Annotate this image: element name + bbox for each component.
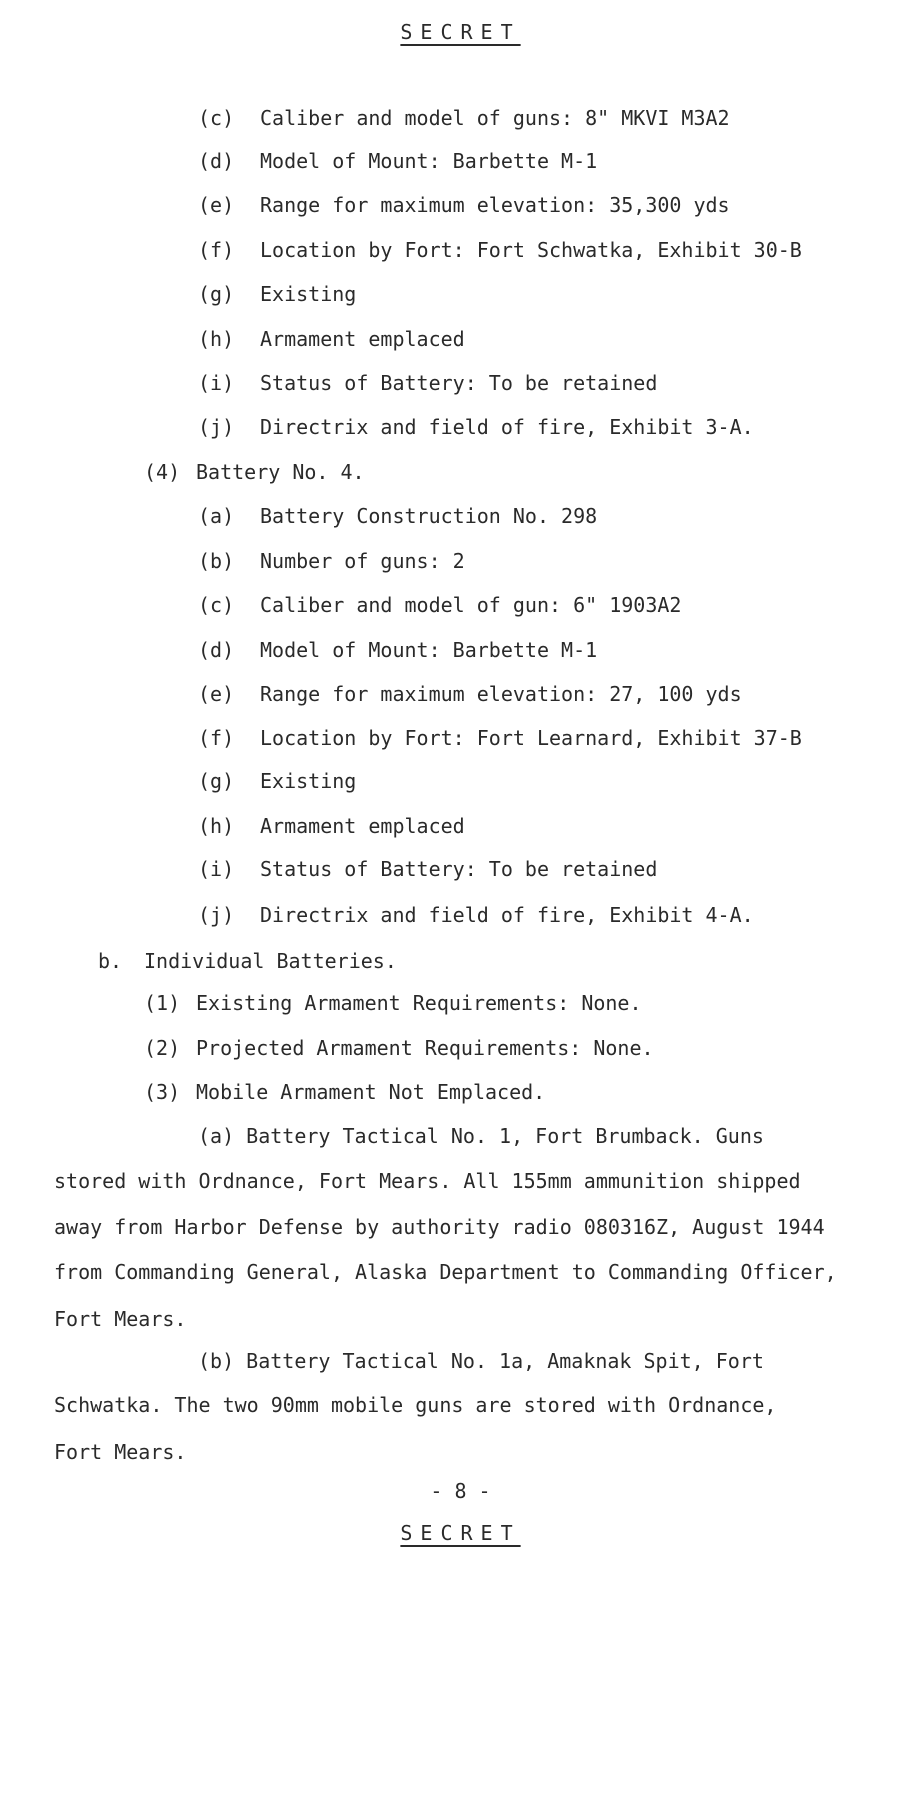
item-marker: (g) [198,769,235,793]
footer-classification: SECRET [400,1521,521,1545]
list-item [144,991,642,1015]
item-marker: (c) [198,593,235,617]
list-item [198,106,730,130]
list-item [198,193,730,217]
item-marker: (j) [198,415,235,439]
header-classification: SECRET [400,20,521,44]
item-marker: (e) [198,193,235,217]
page-number: - 8 - [430,1479,491,1503]
item-text: Existing [260,769,357,793]
list-item [198,504,597,528]
item-marker: (i) [198,857,235,881]
item-text: Caliber and model of gun: 6" 1903A2 [260,593,682,617]
list-item [198,238,802,262]
item-marker: (g) [198,282,235,306]
list-item [144,1080,545,1104]
list-item [198,593,681,617]
item-marker: (d) [198,149,235,173]
item-text: Model of Mount: Barbette M-1 [260,149,598,173]
item-text: Armament emplaced [260,327,465,351]
paragraph-line: away from Harbor Defense by authority radio 080316Z, August 1944 [54,1215,825,1239]
item-text: Projected Armament Requirements: None. [196,1036,654,1060]
list-item [198,415,754,439]
list-item [198,638,597,662]
list-item [144,1036,654,1060]
item-marker: (2) [144,1036,181,1060]
list-item [198,549,465,573]
list-item [198,814,465,838]
section-heading [98,949,397,973]
list-item [198,327,465,351]
heading-text: Battery No. 4. [196,460,365,484]
item-text: Location by Fort: Fort Schwatka, Exhibit 30-B [260,238,802,262]
list-item [198,149,597,173]
list-item [198,282,356,306]
item-marker: (3) [144,1080,181,1104]
paragraph-line: from Commanding General, Alaska Department to Commanding Officer, [54,1260,837,1284]
paragraph-line: (b) Battery Tactical No. 1a, Amaknak Spit, Fort [198,1349,764,1373]
item-text: Location by Fort: Fort Learnard, Exhibit 37-B [260,726,802,750]
item-marker: (j) [198,903,235,927]
item-text: Existing [260,282,357,306]
section-title: Individual Batteries. [144,949,397,973]
item-text: Range for maximum elevation: 27, 100 yds [260,682,742,706]
item-marker: (b) [198,549,235,573]
item-text: Caliber and model of guns: 8" MKVI M3A2 [260,106,730,130]
item-marker: (e) [198,682,235,706]
item-marker: (f) [198,726,235,750]
item-text: Mobile Armament Not Emplaced. [196,1080,546,1104]
paragraph-line: Schwatka. The two 90mm mobile guns are stored with Ordnance, [54,1393,777,1417]
item-marker: (c) [198,106,235,130]
item-marker: (h) [198,327,235,351]
list-item [198,371,657,395]
heading-marker: (4) [144,460,181,484]
item-text: Existing Armament Requirements: None. [196,991,642,1015]
paragraph-line: Fort Mears. [54,1307,187,1331]
list-item [198,903,754,927]
item-text: Status of Battery: To be retained [260,857,658,881]
item-marker: (d) [198,638,235,662]
paragraph-line: Fort Mears. [54,1440,187,1464]
list-item [198,857,657,881]
item-marker: (i) [198,371,235,395]
list-item [198,726,802,750]
item-marker: (1) [144,991,181,1015]
item-marker: (f) [198,238,235,262]
list-item [198,682,742,706]
paragraph-line: stored with Ordnance, Fort Mears. All 155mm ammunition shipped [54,1169,801,1193]
item-marker: (a) [198,504,235,528]
paragraph-line: (a) Battery Tactical No. 1, Fort Brumback. Guns [198,1124,764,1148]
section-marker: b. [98,949,123,973]
item-text: Directrix and field of fire, Exhibit 3-A. [260,415,754,439]
item-text: Range for maximum elevation: 35,300 yds [260,193,730,217]
item-text: Battery Construction No. 298 [260,504,598,528]
list-item [198,769,356,793]
item-text: Model of Mount: Barbette M-1 [260,638,598,662]
item-text: Number of guns: 2 [260,549,465,573]
item-text: Directrix and field of fire, Exhibit 4-A. [260,903,754,927]
item-text: Status of Battery: To be retained [260,371,658,395]
item-marker: (h) [198,814,235,838]
item-text: Armament emplaced [260,814,465,838]
battery-heading [144,460,365,484]
